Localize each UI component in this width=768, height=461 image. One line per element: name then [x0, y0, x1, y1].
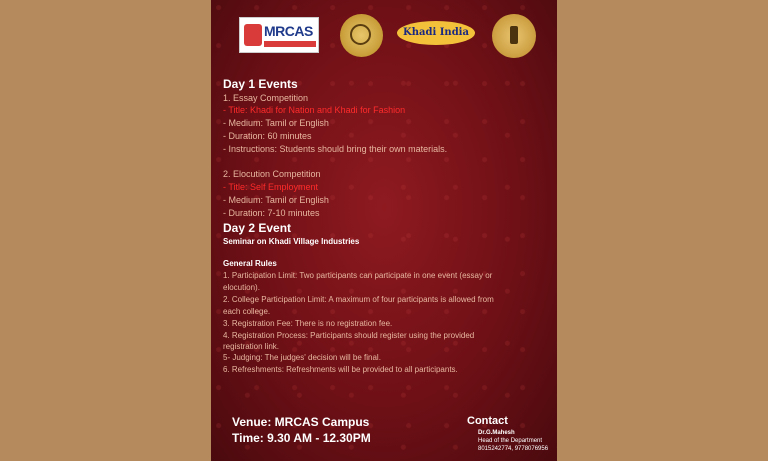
contact-phone: 8015242774, 9778076956	[478, 446, 549, 452]
logo-bar	[211, 14, 557, 58]
time-text: Time: 9.30 AM - 12.30PM	[232, 431, 371, 445]
contact-name: Dr.G.Mahesh	[478, 430, 515, 436]
elocution-title: 2. Elocution Competition	[223, 169, 321, 179]
mrcas-logo-text: MRCAS	[264, 23, 313, 39]
government-emblem-icon	[492, 14, 536, 58]
essay-title: 1. Essay Competition	[223, 93, 309, 103]
essay-instructions: - Instructions: Students should bring their own materials.	[223, 144, 448, 154]
day2-heading: Day 2 Event	[223, 221, 292, 235]
elocution-topic: - Title: Self Employment	[223, 182, 319, 192]
rule-line: 1. Participation Limit: Two participants can participate in one event (essay or	[223, 271, 493, 280]
rule-line: 6. Refreshments: Refreshments will be provided to all participants.	[223, 365, 458, 374]
college-seal-icon	[340, 14, 383, 57]
rule-line: 2. College Participation Limit: A maximum of four participants is allowed from	[223, 295, 494, 304]
contact-heading: Contact	[467, 415, 508, 427]
elocution-duration: - Duration: 7-10 minutes	[223, 208, 320, 218]
event-poster	[211, 0, 557, 461]
rules-heading: General Rules	[223, 259, 277, 268]
rule-line: elocution).	[223, 283, 260, 292]
rule-line: 5- Judging: The judges' decision will be final.	[223, 353, 381, 362]
day2-event: Seminar on Khadi Village Industries	[223, 237, 360, 246]
elocution-medium: - Medium: Tamil or English	[223, 195, 329, 205]
essay-duration: - Duration: 60 minutes	[223, 131, 312, 141]
mrcas-emblem-icon	[244, 24, 262, 46]
essay-topic: - Title: Khadi for Nation and Khadi for Fashion	[223, 105, 406, 115]
contact-role: Head of the Department	[478, 438, 543, 444]
venue-text: Venue: MRCAS Campus	[232, 415, 370, 429]
khadi-india-logo	[397, 21, 475, 45]
rule-line: 3. Registration Fee: There is no registration fee.	[223, 319, 393, 328]
mrcas-logo-strip	[264, 41, 316, 47]
khadi-logo-text: Khadi India	[403, 27, 469, 38]
rule-line: each college.	[223, 307, 271, 316]
day1-heading: Day 1 Events	[223, 77, 298, 91]
rule-line: registration link.	[223, 342, 280, 351]
essay-medium: - Medium: Tamil or English	[223, 118, 329, 128]
rule-line: 4. Registration Process: Participants should register using the provided	[223, 331, 475, 340]
mrcas-logo	[239, 17, 319, 53]
